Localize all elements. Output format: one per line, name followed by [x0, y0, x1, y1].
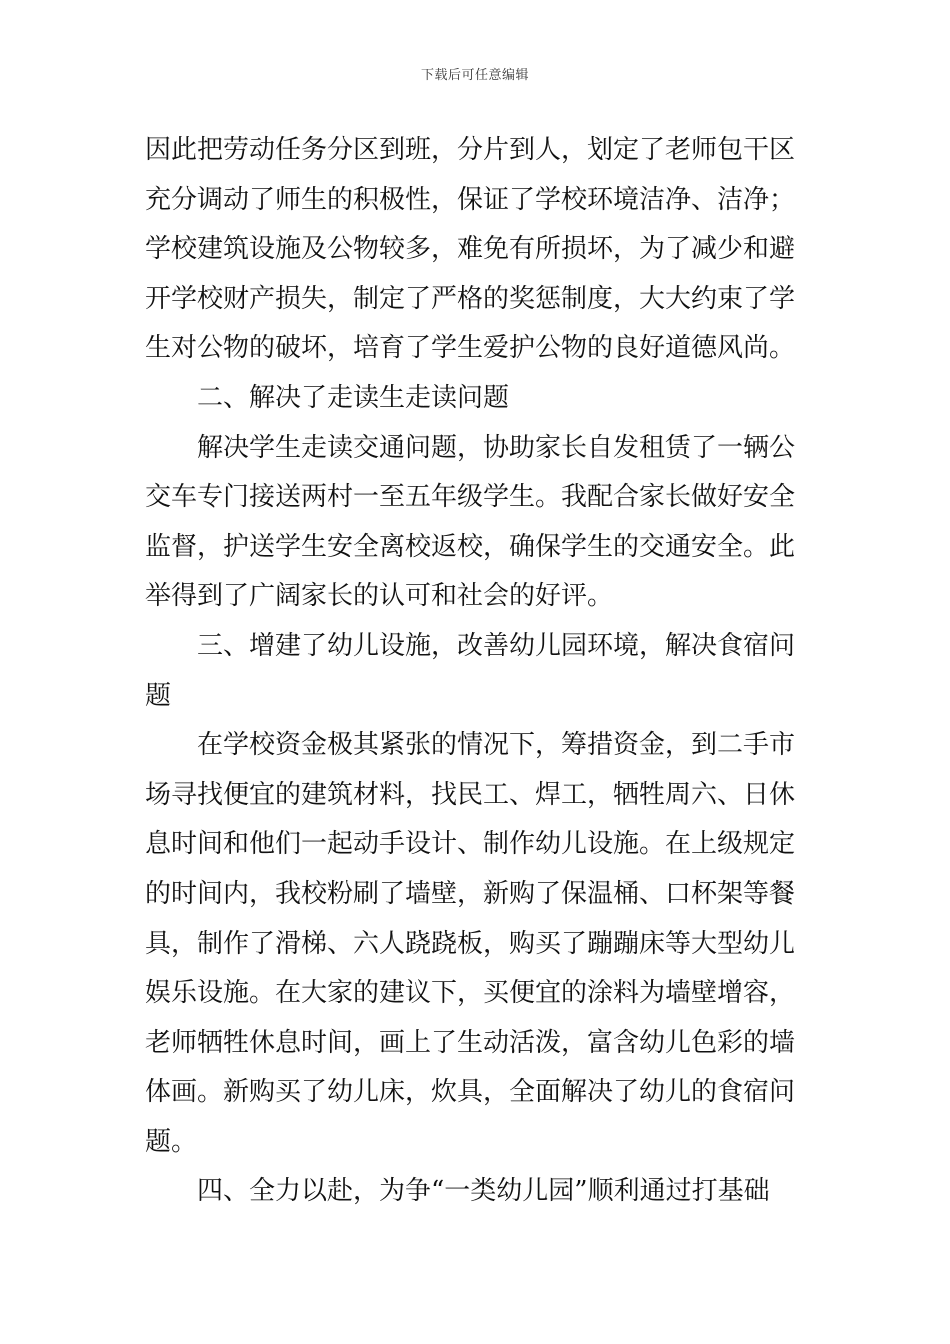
text-line: 娱乐设施。在大家的建议下，买便宜的涂料为墙壁增容，: [145, 978, 796, 1009]
document-body: [145, 126, 809, 1217]
text-line: 因此把劳动任务分区到班，分片到人，划定了老师包干区: [145, 135, 796, 165]
text-line: 题。: [145, 1126, 198, 1157]
section-heading: 三、增建了幼儿设施，改善幼儿园环境，解决食宿问: [197, 630, 796, 661]
text-line: 具，制作了滑梯、六人跷跷板，购买了蹦蹦床等大型幼儿: [145, 928, 796, 959]
text-line: 老师牺牲休息时间，画上了生动活泼，富含幼儿色彩的墙: [145, 1027, 796, 1058]
text-line: 举得到了广阔家长的认可和社会的好评。: [145, 581, 614, 612]
text-line: 交车专门接送两村一至五年级学生。我配合家长做好安全: [145, 482, 796, 513]
section-heading: 四、全力以赴，为争“一类幼儿园”顺利通过打基础: [197, 1176, 770, 1207]
text-line: 息时间和他们一起动手设计、制作幼儿设施。在上级规定: [145, 829, 796, 860]
text-line: 充分调动了师生的积极性，保证了学校环境洁净、洁净；: [145, 184, 796, 215]
text-line: 生对公物的破坏，培育了学生爱护公物的良好道德风尚。: [145, 333, 796, 364]
text-line: 在学校资金极其紧张的情况下，筹措资金，到二手市: [197, 730, 796, 761]
text-line: 体画。新购买了幼儿床，炊具，全面解决了幼儿的食宿问: [145, 1077, 796, 1108]
text-line: 学校建筑设施及公物较多，难免有所损坏，为了减少和避: [145, 234, 796, 265]
section-heading: 二、解决了走读生走读问题: [197, 382, 510, 413]
text-line: 解决学生走读交通问题，协助家长自发租赁了一辆公: [197, 432, 796, 463]
text-line: 监督，护送学生安全离校返校，确保学生的交通安全。此: [145, 531, 796, 562]
section-heading-continued: 题: [145, 680, 172, 711]
text-line: 开学校财产损失，制定了严格的奖惩制度，大大约束了学: [145, 283, 796, 314]
text-line: 场寻找便宜的建筑材料，找民工、焊工，牺牲周六、日休: [145, 779, 796, 810]
text-line: 的时间内，我校粉刷了墙壁，新购了保温桶、口杯架等餐: [145, 878, 796, 909]
header-note: 下载后可任意编辑: [420, 68, 529, 83]
